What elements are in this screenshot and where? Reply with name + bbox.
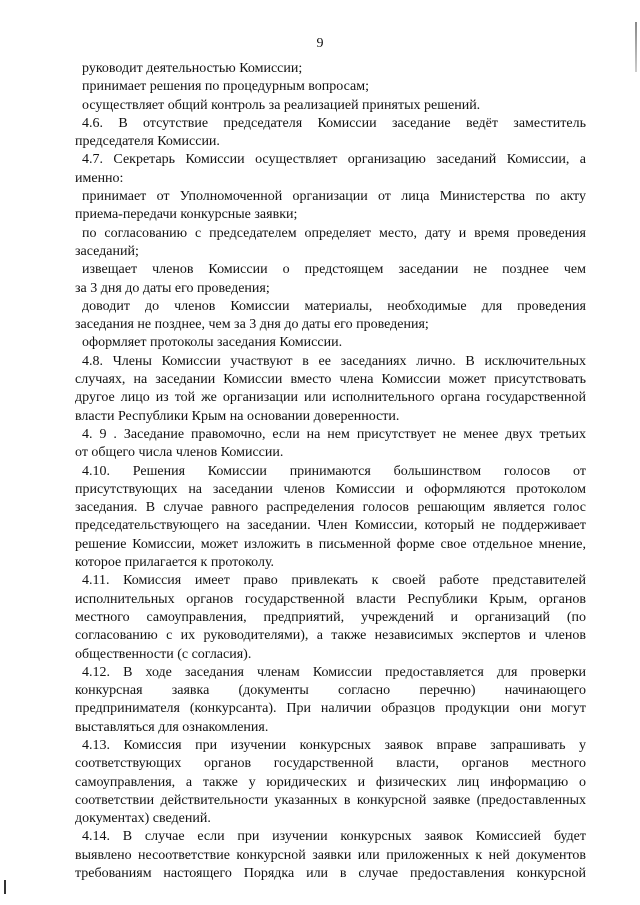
text-line: общественности (с согласия). bbox=[75, 646, 252, 662]
text-line: принимает от Уполномоченной организации от лица Министерства по акту bbox=[82, 189, 586, 205]
text-line: осуществляет общий контроль за реализацией принятых решений. bbox=[82, 97, 481, 113]
text-line: выставляться для ознакомления. bbox=[75, 719, 269, 735]
text-line: от общего числа членов Комиссии. bbox=[75, 445, 284, 461]
text-line: решение Комиссии, может изложить в письменной форме свое отдельное мнение, bbox=[75, 536, 586, 552]
text-line: соответствии действительности указанных в конкурсной заявке (предоставленных bbox=[75, 792, 586, 808]
text-line: документах) сведений. bbox=[75, 811, 211, 827]
text-line: заседания не позднее, чем за 3 дня до даты его проведения; bbox=[75, 317, 429, 333]
text-line: принимает решения по процедурным вопросам; bbox=[82, 79, 369, 95]
scan-edge-mark bbox=[635, 22, 637, 72]
text-line: именно: bbox=[75, 170, 124, 186]
text-line: соответствующих органов государственной власти, органов местного bbox=[75, 756, 586, 772]
text-line: 4.13. Комиссия при изучении конкурсных заявок вправе запрашивать у bbox=[82, 737, 586, 753]
text-line: самоуправления, а также у юридических и физических лиц информацию о bbox=[75, 774, 586, 790]
text-line: председателя Комиссии. bbox=[75, 134, 220, 150]
text-line: власти Республики Крым на основании доверенности. bbox=[75, 408, 400, 424]
text-line: конкурсная заявка (документы согласно перечню) начинающего bbox=[75, 683, 586, 699]
text-line: другое лицо из той же организации или исполнительного органа государственной bbox=[75, 390, 586, 406]
document-body bbox=[75, 60, 586, 883]
text-line: руководит деятельностью Комиссии; bbox=[82, 61, 303, 76]
text-line: за 3 дня до даты его проведения; bbox=[75, 280, 270, 296]
text-line: выявлено несоответствие конкурсной заявки или приложенных к ней документов bbox=[75, 847, 586, 863]
text-line: доводит до членов Комиссии материалы, необходимые для проведения bbox=[82, 298, 586, 314]
text-line: оформляет протоколы заседания Комиссии. bbox=[82, 335, 343, 351]
text-line: 4.14. В случае если при изучении конкурсных заявок Комиссией будет bbox=[82, 829, 586, 845]
text-line: 4.6. В отсутствие председателя Комиссии заседание ведёт заместитель bbox=[82, 115, 586, 131]
text-line: согласованию с их руководителями), а также независимых экспертов и членов bbox=[75, 628, 586, 644]
text-line: присутствующих на заседании членов Комиссии и оформляются протоколом bbox=[75, 481, 586, 497]
text-line: требованиям настоящего Порядка или в случае предоставления конкурсной bbox=[75, 866, 586, 882]
text-line: председательствующего на заседании. Член Комиссии, который не поддерживает bbox=[75, 518, 586, 534]
text-line: 4. 9 . Заседание правомочно, если на нем присутствует не менее двух третьих bbox=[82, 426, 586, 442]
text-line: случаях, на заседании Комиссии вместо члена Комиссии может присутствовать bbox=[75, 372, 586, 388]
text-line: 4.7. Секретарь Комиссии осуществляет организацию заседаний Комиссии, а bbox=[82, 152, 586, 168]
text-line: по согласованию с председателем определяет место, дату и время проведения bbox=[82, 225, 586, 241]
text-line: предпринимателя (конкурсанта). При наличии образцов продукции они могут bbox=[75, 701, 586, 717]
text-line: исполнительных органов государственной власти Республики Крым, органов bbox=[75, 591, 586, 607]
text-line: 4.10. Решения Комиссии принимаются большинством голосов от bbox=[82, 463, 586, 479]
text-line: которое прилагается к протоколу. bbox=[75, 555, 275, 571]
text-line: 4.8. Члены Комиссии участвуют в ее заседаниях лично. В исключительных bbox=[82, 353, 586, 369]
text-line: приема-передачи конкурсные заявки; bbox=[75, 207, 298, 223]
text-line: 4.11. Комиссия имеет право привлекать к своей работе представителей bbox=[82, 573, 586, 589]
text-line: местного самоуправления, предприятий, учреждений и организаций (по bbox=[75, 609, 586, 625]
text-line: заседания. В случае равного распределения голосов решающим является голос bbox=[75, 500, 586, 516]
text-line: заседаний; bbox=[75, 243, 139, 259]
margin-mark bbox=[4, 880, 6, 894]
text-line: извещает членов Комиссии о предстоящем заседании не позднее чем bbox=[82, 262, 586, 278]
text-line: 4.12. В ходе заседания членам Комиссии предоставляется для проверки bbox=[82, 664, 586, 680]
page-number: 9 bbox=[316, 36, 324, 51]
